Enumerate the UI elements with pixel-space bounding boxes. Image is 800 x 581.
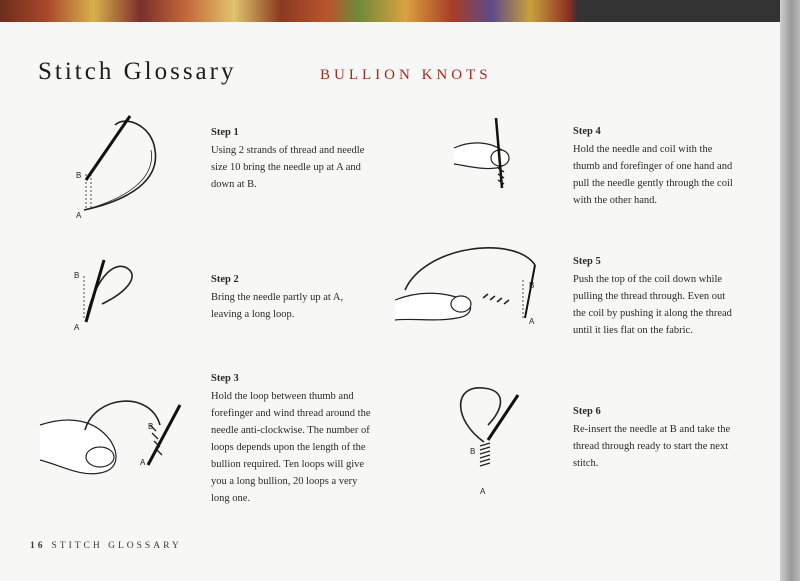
label-a: A [529,317,535,326]
step-4 [573,123,738,209]
decorative-banner [0,0,780,22]
step-heading: Step 3 [211,373,239,384]
step-text: Re-insert the needle at B and take the thread through ready to start the next stitch. [573,424,731,469]
step-5 [573,253,738,339]
step-heading: Step 4 [573,126,601,137]
label-b: B [529,281,535,290]
step-3-illustration [40,385,190,495]
step-2 [211,271,371,323]
step-heading: Step 6 [573,406,601,417]
step-6-illustration [448,380,538,500]
page-subtitle: BULLION KNOTS [320,67,492,83]
page-title: Stitch Glossary [38,58,237,85]
step-1 [211,124,371,193]
label-b: B [470,447,476,456]
step-heading: Step 5 [573,256,601,267]
step-6 [573,403,738,472]
label-a: A [74,323,80,332]
step-2-illustration [72,252,162,332]
step-1-illustration [70,110,180,220]
step-text: Hold the loop between thumb and forefinger and wind thread around the needle anti-clockwise. The number of loops depends upon the length of the bullion required. Ten loops will give you a long bullion, 20 loops a very long one. [211,391,371,504]
step-text: Bring the needle partly up at A, leaving a long loop. [211,292,344,320]
step-heading: Step 1 [211,127,239,138]
step-5-illustration [395,240,555,340]
page-number: 16 [30,541,46,551]
footer-section: STITCH GLOSSARY [51,541,182,551]
step-heading: Step 2 [211,274,239,285]
label-b: B [76,171,82,180]
label-b: B [74,271,80,280]
label-a: A [480,487,486,496]
step-3 [211,370,371,507]
step-text: Push the top of the coil down while pulling the thread through. Even out the coil by pushing it along the thread until it lies flat on the fabric. [573,274,732,336]
step-4-illustration [452,118,522,198]
step-text: Hold the needle and coil with the thumb and forefinger of one hand and pull the needle gently through the coil with the other hand. [573,144,733,206]
page-footer [30,541,182,551]
label-b: B [148,422,154,431]
label-a: A [140,458,146,467]
book-gutter [780,0,800,581]
label-a: A [76,211,82,220]
step-text: Using 2 strands of thread and needle size 10 bring the needle up at A and down at B. [211,145,365,190]
